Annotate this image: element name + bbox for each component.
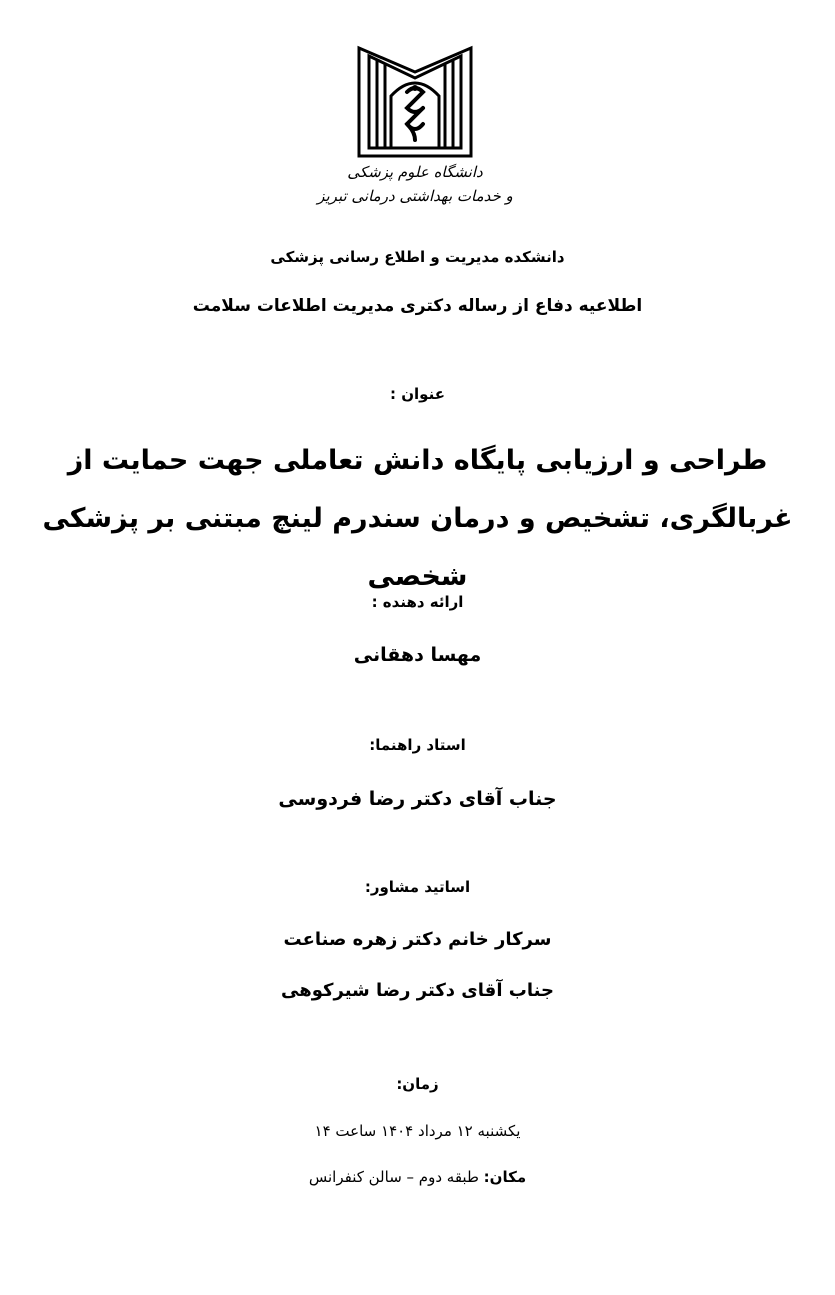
advisors-label: اساتید مشاور: — [364, 878, 471, 896]
title-label: عنوان : — [390, 385, 445, 403]
advisor-name: جناب آقای دکتر رضا شیرکوهی — [281, 980, 554, 1001]
university-logo — [355, 44, 475, 162]
supervisor-label: استاد راهنما: — [369, 736, 466, 754]
defense-notice-heading: اطلاعیه دفاع از رساله دکتری مدیریت اطلاعات سلامت — [192, 296, 643, 316]
advisor-name: سرکار خانم دکتر زهره صناعت — [283, 929, 552, 950]
supervisor-name: جناب آقای دکتر رضا فردوسی — [278, 788, 557, 810]
presenter-name: مهسا دهقانی — [353, 644, 482, 666]
university-name-calligraphy — [300, 160, 530, 208]
defense-datetime: یکشنبه ۱۲ مرداد ۱۴۰۴ ساعت ۱۴ — [314, 1122, 521, 1140]
place-value: طبقه دوم – سالن کنفرانس — [308, 1168, 479, 1186]
time-label: زمان: — [396, 1075, 439, 1093]
presenter-label: ارائه دهنده : — [371, 593, 464, 611]
logo-text-line2: و خدمات بهداشتی درمانی تبریز — [317, 187, 513, 205]
defense-place — [0, 1168, 835, 1186]
logo-text-line1: دانشگاه علوم پزشکی — [347, 163, 483, 181]
thesis-title: طراحی و ارزیابی پایگاه دانش تعاملی جهت حمایت از غربالگری، تشخیص و درمان سندرم لینچ مبتنی بر پزشکی شخصی — [42, 445, 793, 592]
place-label: مکان: — [483, 1168, 527, 1186]
school-name: دانشکده مدیریت و اطلاع رسانی پزشکی — [270, 248, 565, 266]
